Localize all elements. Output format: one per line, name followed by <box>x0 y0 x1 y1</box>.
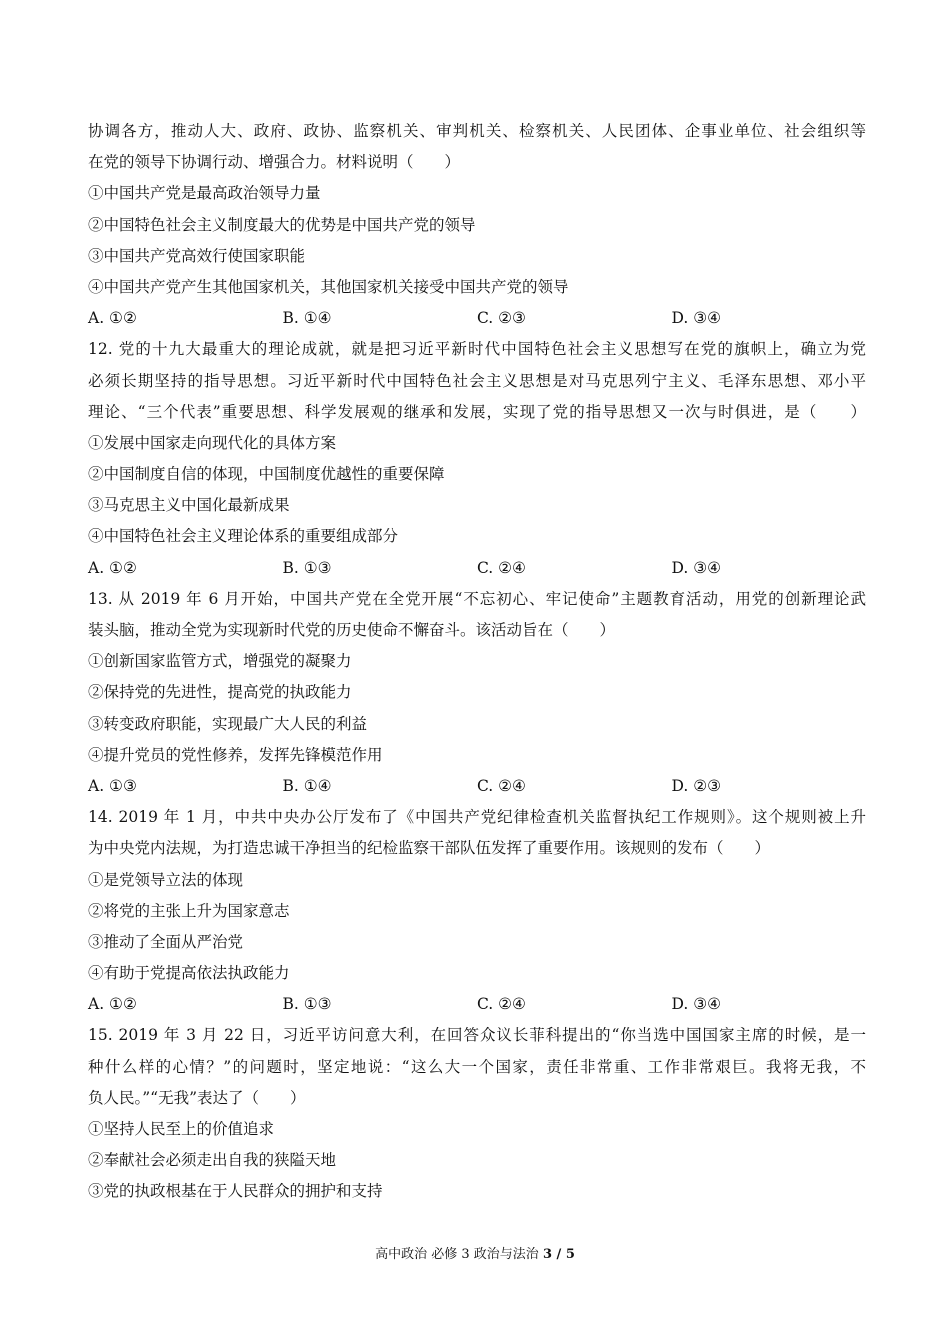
question-stem-line: 为中央党内法规，为打造忠诚干净担当的纪检监察干部队伍发挥了重要作用。该规则的发布（ ） <box>88 839 771 858</box>
question-stem-line: 必须长期坚持的指导思想。习近平新时代中国特色社会主义思想是对马克思列宁主义、毛泽东思想、邓小平 <box>88 371 866 390</box>
option-c: C. ②④ <box>477 995 526 1014</box>
question-stem-line: 12. 党的十九大最重大的理论成就，就是把习近平新时代中国特色社会主义思想写在党的旗帜上，确立为党 <box>88 340 866 359</box>
option-b: B. ①④ <box>282 776 332 795</box>
question-14 <box>88 802 866 1020</box>
statement-item: ②保持党的先进性，提高党的执政能力 <box>88 683 352 702</box>
option-c: C. ②③ <box>477 309 526 328</box>
statement-item: ②中国制度自信的体现，中国制度优越性的重要保障 <box>88 465 445 484</box>
question-stem-line: 种什么样的心情？”的问题时，坚定地说：“这么大一个国家，责任非常重、工作非常艰巨。我将无我，不 <box>88 1057 866 1076</box>
statement-item: ④中国特色社会主义理论体系的重要组成部分 <box>88 527 399 546</box>
statement-item: ①坚持人民至上的价值追求 <box>88 1120 275 1138</box>
question-11 <box>88 116 866 334</box>
answer-options <box>88 771 866 802</box>
question-stem-line: 在党的领导下协调行动、增强合力。材料说明（ ） <box>88 153 461 172</box>
option-a: A. ①② <box>88 558 137 577</box>
statement-item: ①创新国家监管方式，增强党的凝聚力 <box>88 652 352 671</box>
question-stem-line: 14. 2019 年 1 月，中共中央办公厅发布了《中国共产党纪律检查机关监督执纪工作规则》。这个规则被上升 <box>88 808 866 827</box>
option-b: B. ①③ <box>282 558 332 577</box>
question-15 <box>88 1020 866 1207</box>
question-stem-line: 13. 从 2019 年 6 月开始，中国共产党在全党开展“不忘初心、牢记使命”主题教育活动，用党的创新理论武 <box>88 589 866 608</box>
question-stem-line: 负人民。”“无我”表达了（ ） <box>88 1088 306 1107</box>
statement-item: ④有助于党提高依法执政能力 <box>88 964 290 983</box>
statement-item: ②奉献社会必须走出自我的狭隘天地 <box>88 1151 337 1170</box>
question-12 <box>88 334 866 584</box>
question-13 <box>88 584 866 802</box>
statement-item: ②将党的主张上升为国家意志 <box>88 901 290 920</box>
statement-item: ③转变政府职能，实现最广大人民的利益 <box>88 714 368 733</box>
option-a: A. ①② <box>88 995 137 1014</box>
answer-options <box>88 553 866 584</box>
statement-item: ①是党领导立法的体现 <box>88 870 244 889</box>
option-a: A. ①③ <box>88 776 137 795</box>
option-d: D. ③④ <box>671 558 722 577</box>
page-separator: / <box>552 1247 566 1262</box>
question-stem-line: 协调各方，推动人大、政府、政协、监察机关、审判机关、检察机关、人民团体、企事业单位、社会组织等 <box>88 122 866 140</box>
footer-title: 高中政治 必修 3 政治与法治 <box>375 1247 539 1262</box>
statement-item: ①中国共产党是最高政治领导力量 <box>88 184 321 203</box>
statement-item: ①发展中国家走向现代化的具体方案 <box>88 433 337 452</box>
page-footer <box>0 1245 950 1265</box>
option-c: C. ②④ <box>477 776 526 795</box>
statement-item: ③党的执政根基在于人民群众的拥护和支持 <box>88 1182 383 1201</box>
answer-options <box>88 989 866 1020</box>
question-stem-line: 15. 2019 年 3 月 22 日，习近平访问意大利，在回答众议长菲科提出的“你当选中国国家主席的时候，是一 <box>88 1026 866 1045</box>
question-stem-line: 装头脑，推动全党为实现新时代党的历史使命不懈奋斗。该活动旨在（ ） <box>88 621 616 639</box>
option-d: D. ②③ <box>671 776 722 795</box>
option-a: A. ①② <box>88 309 137 328</box>
option-d: D. ③④ <box>671 309 722 328</box>
option-b: B. ①③ <box>282 995 332 1014</box>
page-number: 3 <box>542 1247 552 1262</box>
answer-options <box>88 303 866 334</box>
statement-item: ②中国特色社会主义制度最大的优势是中国共产党的领导 <box>88 215 476 234</box>
option-b: B. ①④ <box>282 309 332 328</box>
statement-item: ④中国共产党产生其他国家机关，其他国家机关接受中国共产党的领导 <box>88 277 569 296</box>
page-total: 5 <box>565 1247 575 1262</box>
statement-item: ③中国共产党高效行使国家职能 <box>88 246 306 265</box>
option-d: D. ③④ <box>671 995 722 1014</box>
page-content <box>88 116 866 1208</box>
option-c: C. ②④ <box>477 558 526 577</box>
statement-item: ④提升党员的党性修养，发挥先锋模范作用 <box>88 745 383 764</box>
statement-item: ③推动了全面从严治党 <box>88 932 244 951</box>
question-stem-line: 理论、“三个代表”重要思想、科学发展观的继承和发展，实现了党的指导思想又一次与时俱进，是（ ） <box>88 402 866 421</box>
statement-item: ③马克思主义中国化最新成果 <box>88 496 290 515</box>
